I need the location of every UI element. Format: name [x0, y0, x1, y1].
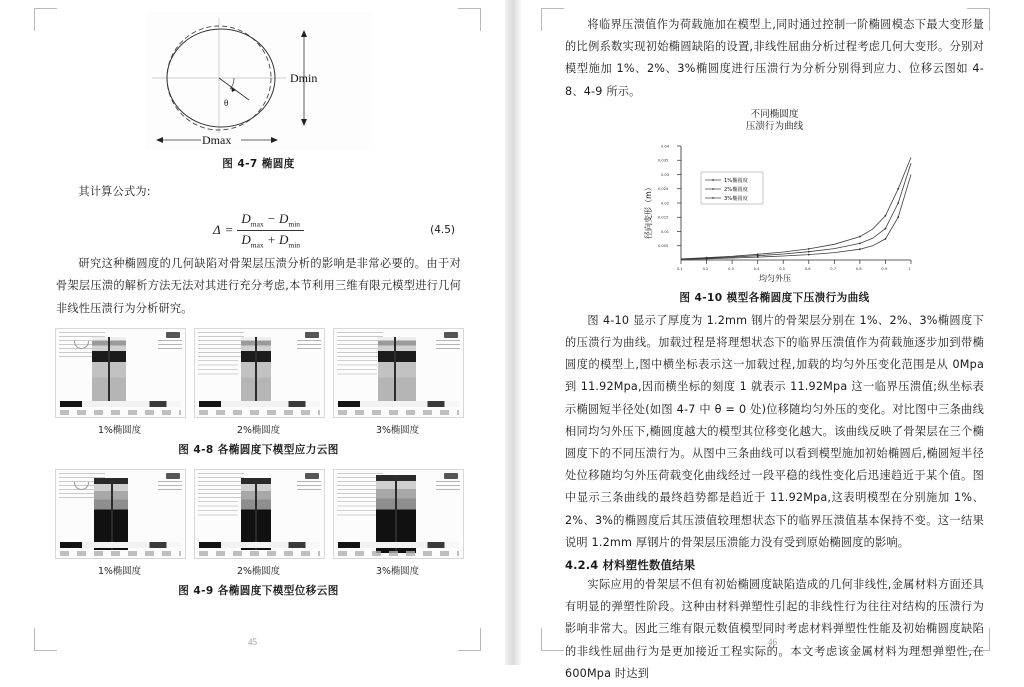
contour-colorbar-labels — [199, 551, 320, 556]
ellipse-diagram-svg — [146, 12, 371, 150]
ansys-logo-icon — [166, 332, 180, 338]
formula-fraction — [237, 211, 304, 249]
right-page-content — [565, 14, 984, 687]
contour-colorbar-labels — [338, 410, 459, 415]
contour-model — [378, 337, 416, 407]
contour-header-text-2 — [198, 360, 238, 378]
formula-number: (4.5) — [430, 224, 455, 237]
chart-y-ticks — [658, 144, 681, 248]
chart-legend — [701, 172, 763, 204]
contour-colorbar — [199, 542, 320, 548]
contour-colorbar-labels — [199, 410, 320, 415]
formula-lhs: Δ — [212, 222, 221, 238]
ansys-logo-icon — [305, 332, 319, 338]
svg-text:0.8: 0.8 — [855, 266, 862, 271]
svg-text:0.04: 0.04 — [660, 144, 669, 149]
svg-text:0.025: 0.025 — [657, 187, 668, 192]
svg-text:0.005: 0.005 — [657, 244, 668, 249]
stress-contour-image-3 — [333, 328, 464, 418]
ansys-logo-icon — [166, 473, 180, 479]
right-paragraph-2: 图 4-10 显示了厚度为 1.2mm 钢片的骨架层分别在 1%、2%、3%椭圆度下的压溃行为曲线。加载过程是将理想状态下的临界压溃值作为荷载施逐步加到带椭圆度的模型上,图中横坐标表示这一加载过程,加载的均匀外压变化范围是从 0Mpa 到 11.92Mpa,因而横坐标的刻度 1 就表示 11.92Mpa 这一临界压溃值;纵坐标表示椭圆短半径处(如图 4-7 中 θ = 0 处)位移随均匀外压的变化。对比图中三条曲线相同均匀外压下,椭圆度越大的模型其位移变化越大。该曲线反映了骨架层在三个椭圆度下的不同压溃行为。从图中三条曲线可以看到模型施加初始椭圆后,椭圆短半径处位移随均匀外压荷载变化曲线经过一段平稳的线性变化后迅速趋近于某个值。图中显示三条曲线的最终趋势都是趋近于 11.92Mpa,这表明模型在分别施加 1%、2%、3%的椭圆度后其压溃值较理想状态下的临界压溃值基本保持不变。这一结果说明 1.2mm 厚钢片的骨架层压溃能力没有受到原始椭圆度的影响。 — [565, 313, 984, 549]
dmax-label: Dmax — [202, 133, 232, 147]
formula-expression — [213, 211, 304, 249]
svg-text:0.1: 0.1 — [676, 266, 683, 271]
contour-meta-text — [436, 340, 460, 349]
figure-4-9-grid — [56, 469, 461, 577]
chart-title-line-1: 不同椭圆度 — [750, 108, 799, 120]
svg-text:0.3: 0.3 — [727, 266, 734, 271]
contour-colorbar-labels — [60, 410, 181, 415]
crop-mark-top-right — [458, 8, 481, 31]
svg-text:0.5: 0.5 — [778, 266, 785, 271]
chart-legend-label-3: 3%椭圆度 — [723, 195, 748, 202]
displacement-contour-image-1 — [55, 469, 186, 559]
formula-lead-in: 其计算公式为: — [78, 185, 151, 198]
contour-colorbar — [338, 542, 459, 548]
contour-model-split — [255, 337, 257, 407]
right-paragraph-3: 实际应用的骨架层不但有初始椭圆度缺陷造成的几何非线性,金属材料方面还具有明显的弹塑性阶段。这种由材料弹塑性引起的非线性行为往往对结构的压溃行为影响非常大。因此三维有限元数值模型同时考虑材料弹塑性性能及初始椭圆度缺陷的非线性屈曲行为是更加接近工程实际的。本文考虑该金属材料为理想弹塑性,在 600Mpa 时达到 — [565, 578, 984, 680]
ansys-logo-icon — [444, 473, 458, 479]
svg-text:0.6: 0.6 — [804, 266, 811, 271]
svg-text:θ: θ — [224, 98, 229, 108]
right-paragraph-1: 将临界压溃值作为荷载施加在模型上,同时通过控制一阶椭圆模态下最大变形量的比例系数实现初始椭圆缺陷的设置,非线性屈曲分析过程考虑几何大变形。分别对模型施加 1%、2%、3%椭圆度进行压溃行为分析分别得到应力、位移云图如 4-8、4-9 所示。 — [565, 18, 984, 98]
formula-equals: = — [224, 222, 234, 238]
chart-y-axis-label: 径向变形（m） — [643, 183, 653, 239]
contour-meta-text — [436, 481, 460, 490]
chart-legend-label-1: 1%椭圆度 — [723, 177, 748, 184]
book-gutter — [505, 0, 521, 665]
contour-header-text — [198, 332, 244, 358]
contour-model-split — [108, 337, 110, 407]
contour-colorbar-labels — [60, 551, 181, 556]
displacement-contour-image-2 — [194, 469, 325, 559]
chart-legend-label-2: 2%椭圆度 — [723, 186, 748, 193]
formula-denominator: $D_{max} + D_{min}$ — [241, 231, 301, 250]
figure-4-7 — [56, 12, 461, 150]
figure-4-8-item-2 — [194, 328, 323, 436]
formula-numerator: $D_{max} - D_{min}$ — [237, 211, 304, 231]
figure-4-8-item-3 — [333, 328, 462, 436]
chart-series-1-markers — [705, 216, 898, 260]
page-left — [0, 0, 505, 665]
contour-meta-text — [158, 340, 182, 349]
stress-contour-image-1 — [55, 328, 186, 418]
ansys-logo-icon — [305, 473, 319, 479]
page-right — [521, 0, 1024, 680]
figure-4-9-caption: 图 4-9 各椭圆度下模型位移云图 — [178, 584, 339, 597]
contour-header-text-2 — [337, 501, 377, 519]
figure-4-10 — [625, 109, 925, 284]
figure-4-9-label-2: 2%椭圆度 — [237, 565, 280, 577]
crop-mark-top-left — [34, 8, 57, 31]
ellipse-diagram — [146, 12, 371, 150]
chart-title — [625, 109, 925, 133]
figure-4-8-grid — [56, 328, 461, 436]
svg-text:1: 1 — [908, 266, 911, 271]
contour-header-text-2 — [337, 360, 377, 378]
svg-text:0.9: 0.9 — [880, 266, 887, 271]
contour-meta-text — [297, 340, 321, 349]
page-number-right: 46 — [768, 637, 777, 647]
svg-text:0.7: 0.7 — [829, 266, 836, 271]
crush-behavior-chart — [625, 134, 925, 284]
svg-text:0.035: 0.035 — [657, 158, 668, 163]
contour-header-text — [337, 332, 383, 358]
dmin-label: Dmin — [290, 71, 318, 85]
figure-4-10-caption: 图 4-10 模型各椭圆度下压溃行为曲线 — [679, 291, 870, 304]
svg-text:0.2: 0.2 — [702, 266, 708, 271]
figure-4-8-label-2: 2%椭圆度 — [237, 424, 280, 436]
figure-4-8-item-1 — [55, 328, 184, 436]
contour-colorbar — [338, 401, 459, 407]
contour-meta-text — [158, 481, 182, 490]
ansys-logo-icon — [444, 332, 458, 338]
section-heading-4-2-4: 4.2.4 材料塑性数值结果 — [565, 558, 696, 573]
contour-meta-text — [297, 481, 321, 490]
contour-model-split — [394, 337, 396, 407]
chart-x-ticks — [677, 260, 911, 271]
svg-text:0.015: 0.015 — [657, 215, 668, 220]
svg-text:0.4: 0.4 — [753, 266, 759, 271]
figure-4-9-label-3: 3%椭圆度 — [376, 565, 419, 577]
figure-4-8-label-3: 3%椭圆度 — [376, 424, 419, 436]
figure-4-9-item-2 — [194, 469, 323, 577]
svg-text:0.02: 0.02 — [660, 201, 669, 206]
left-paragraph-1: 研究这种椭圆度的几何缺陷对骨架层压溃分析的影响是非常必要的。由于对骨架层压溃的解析方法无法对其进行充分考虑,本节利用三维有限元模型进行几何非线性压溃行为分析研究。 — [56, 257, 461, 315]
figure-4-9-label-1: 1%椭圆度 — [98, 565, 141, 577]
figure-4-8-caption: 图 4-8 各椭圆度下模型应力云图 — [178, 443, 339, 456]
contour-header-text-2 — [198, 501, 238, 519]
contour-colorbar — [199, 401, 320, 407]
contour-colorbar — [60, 401, 181, 407]
contour-header-text — [198, 473, 244, 499]
figure-4-8-label-1: 1%椭圆度 — [98, 424, 141, 436]
contour-model-split — [255, 478, 257, 550]
displacement-contour-image-3 — [333, 469, 464, 559]
chart-title-line-2: 压溃行为曲线 — [745, 120, 804, 132]
figure-4-7-caption: 图 4-7 椭圆度 — [222, 158, 295, 170]
stress-contour-image-2 — [194, 328, 325, 418]
contour-colorbar — [60, 542, 181, 548]
figure-4-9-item-3 — [333, 469, 462, 577]
figure-4-9-item-1 — [55, 469, 184, 577]
contour-colorbar-labels — [338, 551, 459, 556]
left-page-content — [56, 6, 461, 598]
page-number-left: 45 — [248, 637, 257, 647]
svg-text:0.03: 0.03 — [660, 172, 669, 177]
contour-model-split — [111, 478, 113, 550]
svg-text:0.01: 0.01 — [660, 229, 669, 234]
formula-4-5 — [56, 207, 461, 253]
chart-x-axis-label: 均匀外压 — [758, 273, 791, 283]
crop-mark-top-left — [541, 8, 564, 31]
